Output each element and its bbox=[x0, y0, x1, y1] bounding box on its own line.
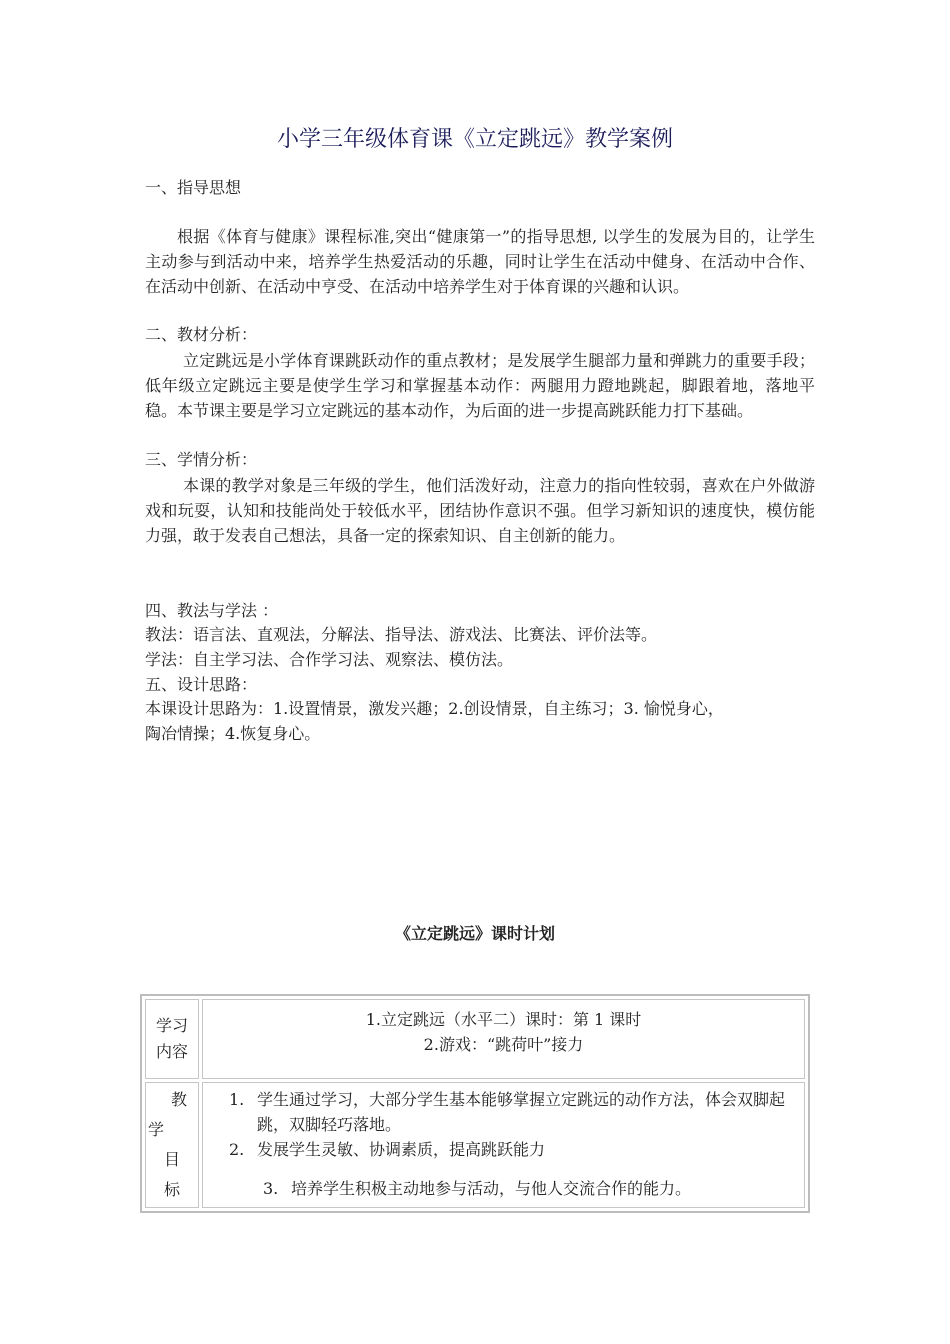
objective-item bbox=[203, 1176, 804, 1201]
objective-item bbox=[203, 1087, 804, 1137]
learning-content-cell bbox=[202, 999, 805, 1079]
teaching-methods: 教法：语言法、直观法，分解法、指导法、游戏法、比赛法、评价法等。 bbox=[145, 625, 658, 644]
design-idea-line-2: 陶冶情操；4.恢复身心。 bbox=[145, 724, 321, 743]
objective-item bbox=[203, 1137, 804, 1162]
objective-number: 1. bbox=[229, 1090, 245, 1109]
objective-text: 学生通过学习，大部分学生基本能够掌握立定跳远的动作方法，体会双脚起跳，双脚轻巧落地。 bbox=[257, 1090, 786, 1134]
section-3-heading: 三、学情分析： bbox=[145, 450, 258, 469]
objective-number: 2. bbox=[229, 1140, 245, 1159]
section-1-text: 根据《体育与健康》课程标准,突出“健康第一”的指导思想, 以学生的发展为目的，让学生主动参与到活动中来，培养学生热爱活动的乐趣，同时让学生在活动中健身、在活动中合作、在活动中创新、在活动中亨受、在活动中培养学生对于体育课的兴趣和认识。 bbox=[145, 227, 815, 296]
header-char: 目 bbox=[163, 1150, 180, 1169]
section-5-heading: 五、设计思路： bbox=[145, 675, 258, 694]
objective-number: 3. bbox=[263, 1179, 279, 1198]
section-3-text: 本课的教学对象是三年级的学生，他们活泼好动，注意力的指向性较弱，喜欢在户外做游戏和玩耍，认知和技能尚处于较低水平，团结协作意识不强。但学习新知识的速度快，模仿能力强，敢于发表自己想法，具备一定的探索知识、自主创新的能力。 bbox=[145, 476, 815, 545]
header-char: 学 bbox=[148, 1120, 165, 1139]
content-line-2: 2.游戏：“跳荷叶”接力 bbox=[423, 1035, 584, 1054]
document-title: 小学三年级体育课《立定跳远》教学案例 bbox=[276, 127, 673, 152]
teaching-objectives-header bbox=[145, 1082, 199, 1208]
header-line: 内容 bbox=[155, 1042, 188, 1061]
header-char: 教 bbox=[170, 1090, 187, 1109]
lesson-plan-title: 《立定跳远》课时计划 bbox=[394, 924, 555, 943]
section-2-text: 立定跳远是小学体育课跳跃动作的重点教材；是发展学生腿部力量和弹跳力的重要手段；低年级立定跳远主要是使学生学习和掌握基本动作：两腿用力蹬地跳起，脚跟着地，落地平稳。本节课主要是学习立定跳远的基本动作，为后面的进一步提高跳跃能力打下基础。 bbox=[145, 351, 815, 420]
design-idea-line-1: 本课设计思路为：1.设置情景，激发兴趣；2.创设情景，自主练习；3. 愉悦身心， bbox=[145, 699, 724, 718]
table-row-content bbox=[145, 999, 805, 1079]
header-line: 学习 bbox=[155, 1016, 188, 1035]
section-1-heading: 一、指导思想 bbox=[145, 178, 242, 197]
section-2-heading: 二、教材分析： bbox=[145, 325, 258, 344]
learning-methods: 学法：自主学习法、合作学习法、观察法、模仿法。 bbox=[145, 650, 514, 669]
header-char: 标 bbox=[163, 1180, 180, 1199]
section-4-heading: 四、教法与学法 ： bbox=[145, 601, 279, 620]
objective-text: 发展学生灵敏、协调素质，提高跳跃能力 bbox=[257, 1140, 546, 1159]
teaching-objectives-cell bbox=[202, 1082, 805, 1208]
lesson-plan-table bbox=[140, 994, 810, 1213]
objective-text: 培养学生积极主动地参与活动，与他人交流合作的能力。 bbox=[291, 1179, 692, 1198]
content-line-1: 1.立定跳远（水平二）课时：第 1 课时 bbox=[365, 1010, 642, 1029]
table-row-objectives bbox=[145, 1082, 805, 1208]
learning-content-header bbox=[145, 999, 199, 1079]
